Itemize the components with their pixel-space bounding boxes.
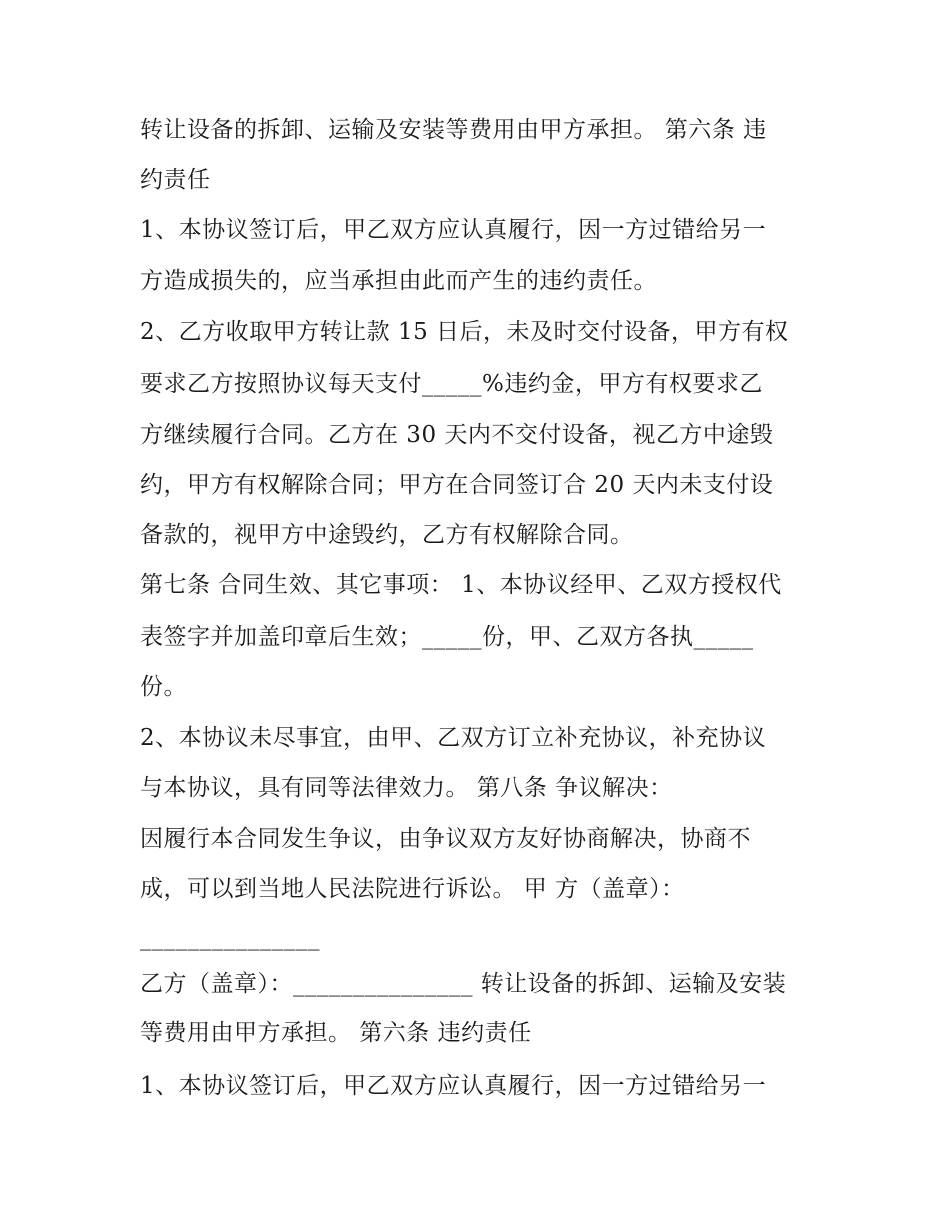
text-line: 约，甲方有权解除合同；甲方在合同签订合 20 天内未支付设 — [140, 472, 774, 498]
text-line: 等费用由甲方承担。 第六条 违约责任 — [140, 1020, 532, 1046]
text-line: 1、本协议签订后，甲乙双方应认真履行，因一方过错给另一 — [140, 217, 767, 243]
text-line: 第七条 合同生效、其它事项： 1、本协议经甲、乙双方授权代 — [140, 572, 782, 598]
text-line: 乙方（盖章）：_______________ 转让设备的拆卸、运输及安装 — [140, 971, 787, 997]
text-line: 表签字并加盖印章后生效；_____份，甲、乙双方各执_____ — [140, 624, 754, 650]
text-line: 份。 — [140, 674, 187, 700]
text-line: 与本协议，具有同等法律效力。 第八条 争议解决： — [140, 775, 673, 801]
text-line: 1、本协议签订后，甲乙双方应认真履行，因一方过错给另一 — [140, 1073, 767, 1099]
text-line: 方继续履行合同。乙方在 30 天内不交付设备，视乙方中途毁 — [140, 422, 774, 448]
text-line: 备款的，视甲方中途毁约，乙方有权解除合同。 — [140, 522, 634, 548]
text-line: 约责任 — [140, 167, 211, 193]
text-line: 因履行本合同发生争议，由争议双方友好协商解决，协商不 — [140, 826, 751, 852]
text-line: 要求乙方按照协议每天支付_____%违约金，甲方有权要求乙 — [140, 371, 763, 397]
text-line: 2、本协议未尽事宜，由甲、乙双方订立补充协议，补充协议 — [140, 725, 767, 751]
text-line: 成，可以到当地人民法院进行诉讼。 甲 方（盖章）： — [140, 876, 685, 902]
text-line: 方造成损失的，应当承担由此而产生的违约责任。 — [140, 268, 657, 294]
text-line: 转让设备的拆卸、运输及安装等费用由甲方承担。 第六条 违 — [140, 117, 767, 143]
text-line: 2、乙方收取甲方转让款 15 日后，未及时交付设备，甲方有权 — [140, 319, 789, 345]
signature-blank: _______________ — [140, 925, 320, 951]
